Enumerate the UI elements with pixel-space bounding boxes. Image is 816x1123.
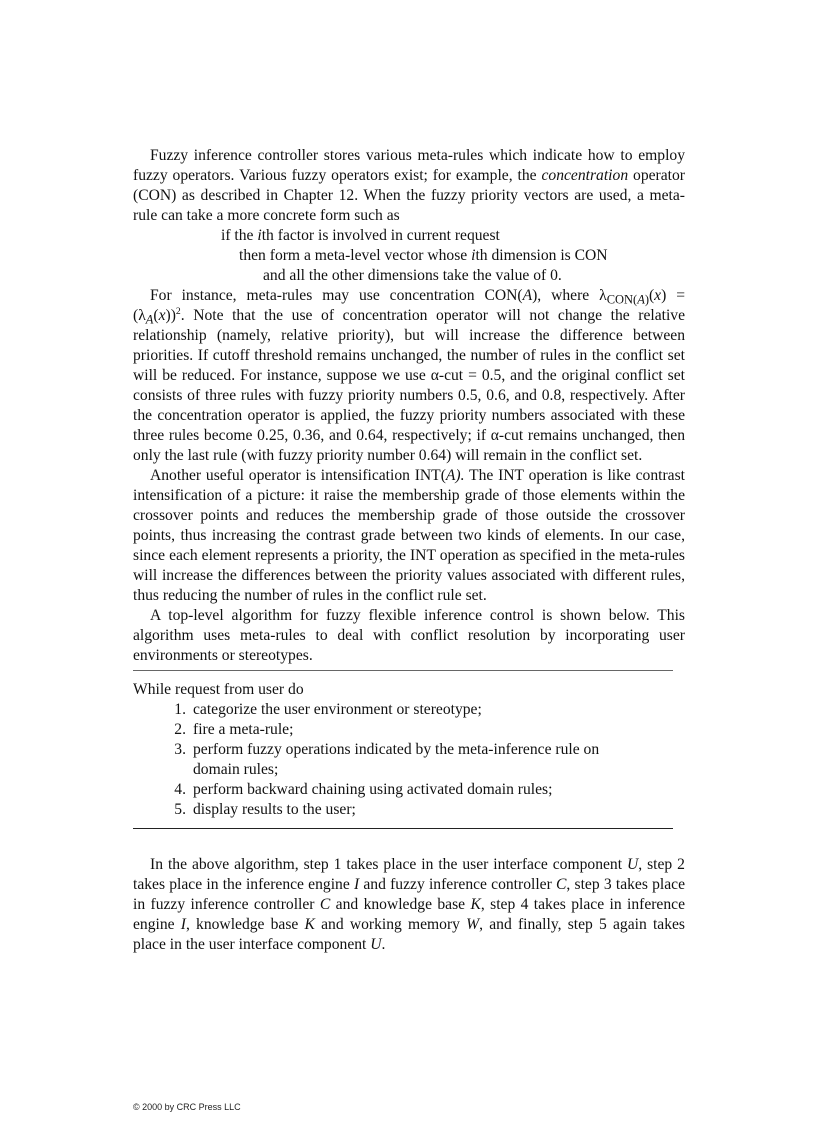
paragraph-algorithm-explanation: In the above algorithm, step 1 takes place in the user interface component U, step 2 takes place in the inference engine I and fuzzy inference controller C, step 3 takes place in fuzzy inference controller C and knowledge base K, step 4 takes place in inference engine I, knowledge base K and working memory W, and finally, step 5 again takes place in the user interface component U. (133, 856, 686, 953)
paragraph-algorithm-intro: A top-level algorithm for fuzzy flexible inference control is shown below. This algorithm uses meta-rules to deal with conflict resolution by incorporating user environments or stereotypes. (133, 607, 685, 664)
algorithm-step: 2. fire a meta-rule; (174, 721, 294, 738)
paragraph-concentration: For instance, meta-rules may use concentration CON(A), where $\lambda_{CON(A)}(x) = (\lambda_A(x))^2$. Note that the use of concentration operator will not change the relative relationship (namely, relative priority), but will increase the difference between priorities. If cutoff threshold remains unchanged, the number of rules in the conflict set will be reduced. For instance, suppose we use α-cut = 0.5, and the original conflict set consists of three rules with fuzzy priority numbers 0.5, 0.6, and 0.8, respectively. After the concentration operator is applied, the fuzzy priority numbers associated with these three rules become 0.25, 0.36, and 0.64, respectively; if α-cut remains unchanged, then only the last rule (with fuzzy priority number 0.64) will remain in the conflict set. (133, 287, 685, 464)
paragraph-intensification: Another useful operator is intensification INT(A). The INT operation is like contrast intensification of a picture: it raise the membership grade of those elements within the crossover points and reduces the membership grade of those outside the crossover points, thus increasing the contrast grade between two kinds of elements. In our case, since each element represents a priority, the INT operation as specified in the meta-rules will increase the differences between the priority values associated with different rules, thus reducing the number of rules in the conflict rule set. (133, 467, 685, 604)
copyright-footer: © 2000 by CRC Press LLC (133, 1102, 241, 1112)
meta-rule-line-2: then form a meta-level vector whose ith dimension is CON (239, 247, 608, 264)
paragraph-meta-rules: Fuzzy inference controller stores various meta-rules which indicate how to employ fuzzy operators. Various fuzzy operators exist; for example, the concentration operator (CON) as described in Chapter 12. When the fuzzy priority vectors are used, a meta-rule can take a more concrete form such as (133, 147, 685, 224)
algorithm-steps (133, 700, 685, 820)
meta-rule-line-3: and all the other dimensions take the value of 0. (263, 267, 562, 284)
algorithm-step: 3. perform fuzzy operations indicated by the meta-inference rule on domain rules; (174, 741, 600, 778)
algorithm-step: 5. display results to the user; (174, 801, 356, 818)
page-body (133, 146, 685, 955)
algorithm-bottom-rule (133, 828, 673, 829)
meta-rule-line-1: if the ith factor is involved in current request (221, 227, 500, 244)
meta-rule-example (133, 226, 685, 286)
algorithm-header: While request from user do (133, 681, 304, 698)
algorithm-step: 1. categorize the user environment or stereotype; (174, 701, 482, 718)
algorithm-step: 4. perform backward chaining using activated domain rules; (174, 781, 553, 798)
algorithm-top-rule (133, 670, 673, 671)
algorithm-box (133, 670, 685, 829)
